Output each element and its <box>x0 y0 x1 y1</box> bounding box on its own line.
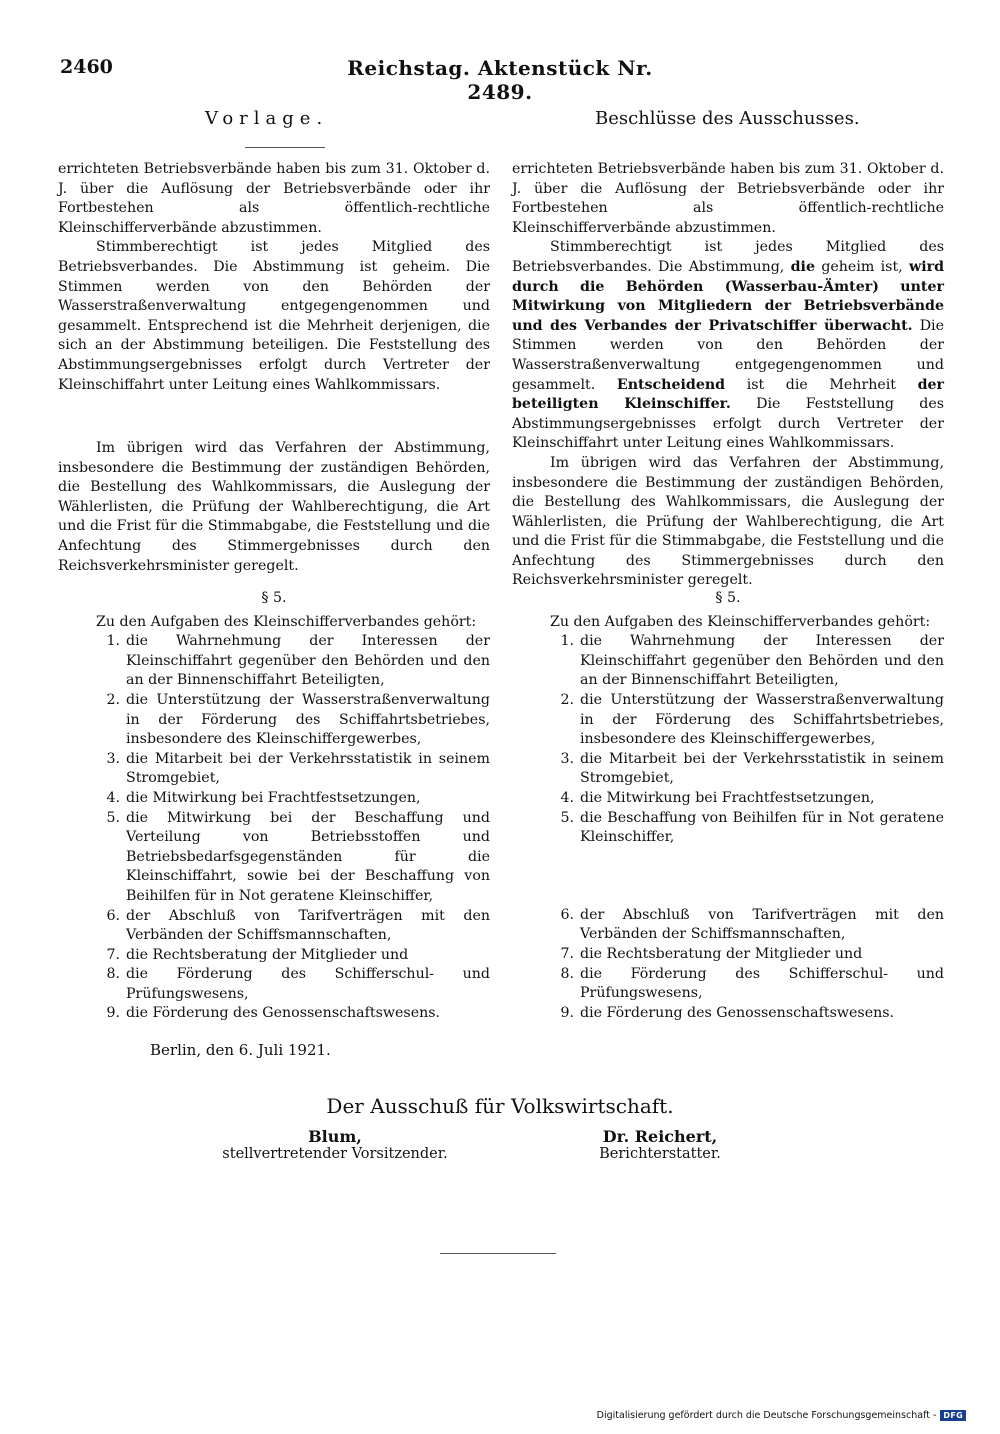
list-item-text: die Beschaffung von Beihilfen für in Not geratene Kleinschiffer, <box>580 809 944 846</box>
list-item-number: 1. <box>560 633 574 650</box>
list-item-number: 9. <box>560 1004 574 1021</box>
amendment-bold: wird durch die Behörden (Wasserbau-Ämter) unter Mitwirkung von Mitgliedern der Betriebsverbände und des Verbandes der Privatschiffer überwacht. <box>512 258 944 334</box>
list-item <box>512 691 944 750</box>
list-item-number: 6. <box>106 907 120 924</box>
list-item <box>58 691 490 750</box>
list-item-text: die Mitwirkung bei Frachtfestsetzungen, <box>580 789 875 806</box>
list-item-number: 5. <box>106 809 120 826</box>
list-item-number: 5. <box>560 809 574 826</box>
list-item-text: die Wahrnehmung der Interessen der Kleinschiffahrt gegenüber den Behörden und den an der Binnenschiffahrt Beteiligten, <box>580 633 944 689</box>
right-column-heading: Beschlüsse des Ausschusses. <box>595 108 860 129</box>
list-item-text: die Unterstützung der Wasserstraßenverwaltung in der Förderung des Schiffahrtsbetriebes, insbesondere des Kleinschiffergewerbes, <box>126 691 490 748</box>
signer-left <box>215 1127 455 1162</box>
left-duties-list <box>58 632 490 1024</box>
list-item-text: die Mitwirkung bei der Beschaffung und Verteilung von Betriebsstoffen und Betriebsbedarfsgegenständen für die Kleinschiffahrt, sowie bei der Beschaffung von Beihilfen für in Not geratene Kleinschiffer, <box>126 809 490 904</box>
right-paragraph-2-part: Stimmberechtigt ist jedes Mitglied des Betriebsverbandes. Die Abstimmung, <box>512 239 944 275</box>
list-item-text: die Förderung des Schifferschul- und Prüfungswesens, <box>126 966 490 1002</box>
list-item <box>58 809 490 907</box>
signer-right <box>560 1127 760 1162</box>
list-item <box>512 906 944 945</box>
right-section-intro: Zu den Aufgaben des Kleinschifferverbandes gehört: <box>550 613 931 630</box>
list-item-number: 3. <box>560 750 574 767</box>
list-item-number: 7. <box>106 946 120 963</box>
right-paragraph-2-part: Die Feststellung des Abstimmungsergebnisses erfolgt durch Vertreter der Kleinschiffahrt unter Leitung eines Wahlkommissars. <box>512 396 944 452</box>
list-item-number: 2. <box>560 691 574 708</box>
right-section-heading: § 5. <box>715 590 741 606</box>
signer-name: Blum, <box>308 1127 362 1146</box>
list-item-number: 7. <box>560 945 574 962</box>
list-item-text: die Förderung des Genossenschaftswesens. <box>126 1005 441 1022</box>
list-item-number: 3. <box>106 750 120 767</box>
left-column-heading: Vorlage. <box>205 108 329 129</box>
list-item <box>512 632 944 691</box>
amendment-bold: der beteiligten Kleinschiffer. <box>512 376 945 413</box>
list-item-number: 6. <box>560 906 574 923</box>
list-item-text: die Rechtsberatung der Mitglieder und <box>580 945 863 962</box>
page-number: 2460 <box>60 56 113 78</box>
committee-name: Der Ausschuß für Volkswirtschaft. <box>326 1094 674 1118</box>
list-item-number: 9. <box>106 1005 120 1022</box>
right-paragraph-1: errichteten Betriebsverbände haben bis zum 31. Oktober d. J. über die Auflösung der Betriebsverbände oder ihr Fortbestehen als öffentlich-rechtliche Kleinschifferverbände abzustimmen. <box>512 161 944 236</box>
list-item-text: die Wahrnehmung der Interessen der Kleinschiffahrt gegenüber den Behörden und den an der Binnenschiffahrt Beteiligten, <box>126 633 490 689</box>
closing-rule <box>440 1253 556 1254</box>
right-column-top <box>512 160 944 591</box>
amendment-bold: Entscheidend <box>616 376 726 393</box>
list-item <box>58 946 490 966</box>
list-item-text: die Rechtsberatung der Mitglieder und <box>126 946 409 963</box>
list-item <box>58 632 490 691</box>
signer-name: Dr. Reichert, <box>602 1127 718 1146</box>
signer-role: Berichterstatter. <box>599 1146 721 1162</box>
right-paragraph-3: Im übrigen wird das Verfahren der Abstimmung, insbesondere die Bestimmung der zuständigen Behörden, die Bestellung des Wahlkommissars, die Auslegung der Wählerlisten, die Prüfung der Wahlberechtigung, die Art und die Frist für die Stimmabgabe, die Feststellung und die Anfechtung des Stimmergebnisses durch den Reichsverkehrsminister geregelt. <box>512 454 944 589</box>
list-item-number: 1. <box>106 633 120 650</box>
list-item-number: 2. <box>106 691 120 708</box>
list-item-text: die Mitwirkung bei Frachtfestsetzungen, <box>126 789 421 806</box>
dfg-logo-icon: DFG <box>940 1410 966 1421</box>
right-paragraph-2-part: geheim ist, <box>821 258 903 275</box>
right-paragraph-2 <box>512 238 944 454</box>
list-item-text: der Abschluß von Tarifverträgen mit den Verbänden der Schiffsmannschaften, <box>580 906 944 943</box>
list-item-text: die Förderung des Genossenschaftswesens. <box>580 1004 895 1021</box>
left-paragraph-1: errichteten Betriebsverbände haben bis zum 31. Oktober d. J. über die Auflösung der Betriebsverbände oder ihr Fortbestehen als öffentlich-rechtliche Kleinschifferverbände abzustimmen. <box>58 161 490 236</box>
running-title: Reichstag. Aktenstück Nr. 2489. <box>347 56 653 104</box>
list-item <box>58 1004 490 1024</box>
list-item <box>512 945 944 965</box>
list-item <box>58 907 490 946</box>
signer-role: stellvertretender Vorsitzender. <box>222 1146 448 1162</box>
right-paragraph-2-part: ist die Mehrheit <box>746 376 897 393</box>
left-column-middle <box>58 439 490 576</box>
list-item <box>512 789 944 809</box>
date-line: Berlin, den 6. Juli 1921. <box>150 1041 331 1059</box>
left-section-intro: Zu den Aufgaben des Kleinschifferverbandes gehört: <box>96 613 477 630</box>
right-duties-list <box>512 632 944 1023</box>
list-item-text: der Abschluß von Tarifverträgen mit den Verbänden der Schiffsmannschaften, <box>126 907 490 944</box>
list-item <box>512 750 944 789</box>
list-item-number: 4. <box>560 789 574 806</box>
list-item <box>512 1004 944 1024</box>
left-column-list-section <box>58 583 490 1024</box>
left-column-top <box>58 160 490 395</box>
digitization-note <box>597 1410 966 1421</box>
left-paragraph-3: Im übrigen wird das Verfahren der Abstimmung, insbesondere die Bestimmung der zuständigen Behörden, die Bestellung des Wahlkommissars, die Auslegung der Wählerlisten, die Prüfung der Wahlberechtigung, die Art und die Frist für die Stimmabgabe, die Feststellung und die Anfechtung des Stimmergebnisses durch den Reichsverkehrsminister geregelt. <box>58 440 490 574</box>
list-item-number: 8. <box>560 965 574 982</box>
left-section-heading: § 5. <box>261 590 287 606</box>
list-item-text: die Mitarbeit bei der Verkehrsstatistik in seinem Stromgebiet, <box>126 750 490 787</box>
list-item <box>58 965 490 1004</box>
digitization-text: Digitalisierung gefördert durch die Deutsche Forschungsgemeinschaft - <box>596 1410 937 1421</box>
list-item <box>58 750 490 789</box>
right-column-list-section <box>512 583 944 1023</box>
left-heading-rule <box>245 147 325 148</box>
right-paragraph-2-part: Die Stimmen werden von den Behörden der Wasserstraßenverwaltung entgegengenommen und gesammelt. <box>512 317 944 393</box>
list-item <box>58 789 490 809</box>
left-paragraph-2: Stimmberechtigt ist jedes Mitglied des Betriebsverbandes. Die Abstimmung ist geheim. Die Stimmen werden von den Behörden der Wasserstraßenverwaltung entgegengenommen und gesammelt. Entsprechend ist die Mehrheit derjenigen, die sich an der Abstimmung beteiligen. Die Feststellung des Abstimmungsergebnisses erfolgt durch Vertreter der Kleinschiffahrt unter Leitung eines Wahlkommissars. <box>58 239 490 393</box>
list-item-text: die Unterstützung der Wasserstraßenverwaltung in der Förderung des Schiffahrtsbetriebes, insbesondere des Kleinschiffergewerbes, <box>580 691 944 748</box>
list-item <box>512 965 944 1004</box>
list-item-text: die Förderung des Schifferschul- und Prüfungswesens, <box>580 965 944 1002</box>
list-item-text: die Mitarbeit bei der Verkehrsstatistik in seinem Stromgebiet, <box>580 750 944 787</box>
amendment-bold: die <box>790 258 815 275</box>
list-item-number: 8. <box>106 966 120 983</box>
list-item <box>512 809 944 848</box>
list-item-number: 4. <box>106 789 120 806</box>
